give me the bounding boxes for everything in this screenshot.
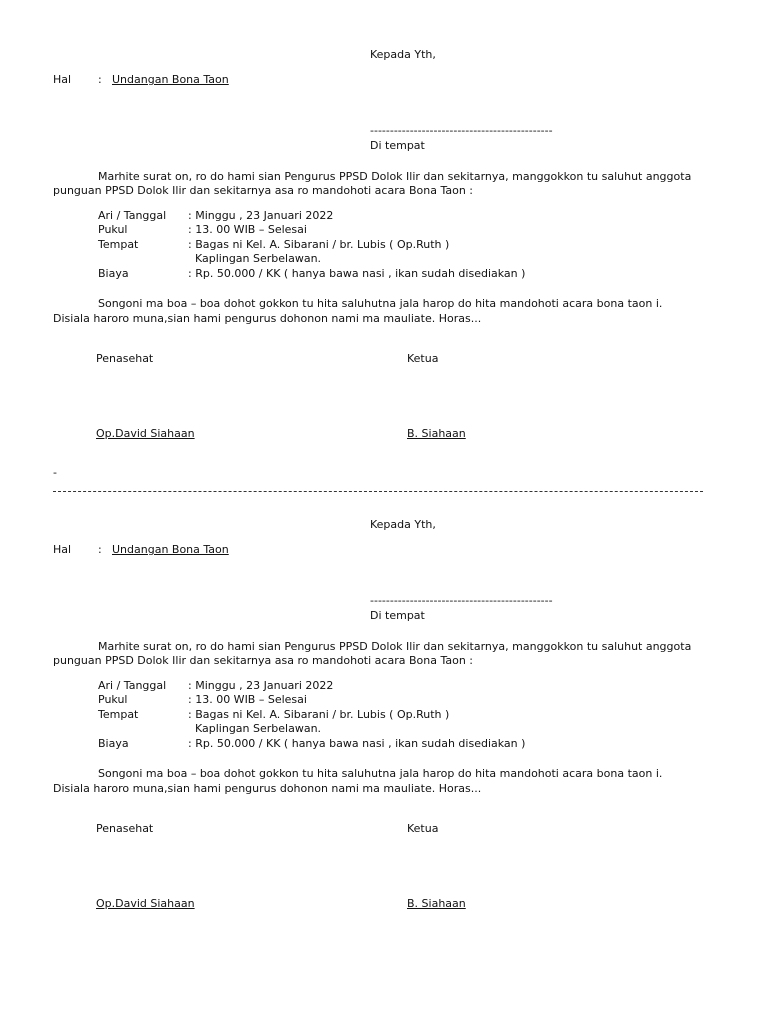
detail-value: Kaplingan Serbelawan. (195, 722, 322, 735)
detail-label: Biaya (98, 267, 129, 280)
closing-line-2: Disiala haroro muna,sian hami pengurus dohonon nami ma mauliate. Horas... (53, 312, 482, 325)
detail-value: : Minggu , 23 Januari 2022 (188, 209, 334, 222)
hal-colon: : (98, 543, 102, 556)
detail-value: : Rp. 50.000 / KK ( hanya bawa nasi , ikan sudah disediakan ) (188, 267, 526, 280)
detail-value: : Minggu , 23 Januari 2022 (188, 679, 334, 692)
address-dotted-line: ---------------------------------------------- (370, 124, 553, 137)
closing-line-2: Disiala haroro muna,sian hami pengurus dohonon nami ma mauliate. Horas... (53, 782, 482, 795)
place-label: Di tempat (370, 609, 425, 622)
detail-label: Pukul (98, 223, 128, 236)
address-dotted-line: ---------------------------------------------- (370, 594, 553, 607)
signatory-left-name: Op.David Siahaan (96, 897, 195, 910)
signatory-left-name: Op.David Siahaan (96, 427, 195, 440)
detail-value: : Bagas ni Kel. A. Sibarani / br. Lubis ( Op.Ruth ) (188, 238, 450, 251)
body-line-1: Marhite surat on, ro do hami sian Pengurus PPSD Dolok Ilir dan sekitarnya, manggokkon tu saluhut anggota (98, 640, 692, 653)
signatory-right-role: Ketua (407, 352, 439, 365)
detail-label: Tempat (98, 708, 139, 721)
recipient-heading: Kepada Yth, (370, 48, 436, 61)
detail-value: : 13. 00 WIB – Selesai (188, 223, 307, 236)
hal-label: Hal (53, 543, 72, 556)
stray-dash: - (53, 466, 57, 479)
detail-label: Biaya (98, 737, 129, 750)
hal-colon: : (98, 73, 102, 86)
detail-label: Ari / Tanggal (98, 209, 167, 222)
detail-value: : Bagas ni Kel. A. Sibarani / br. Lubis ( Op.Ruth ) (188, 708, 450, 721)
detail-value: : Rp. 50.000 / KK ( hanya bawa nasi , ikan sudah disediakan ) (188, 737, 526, 750)
detail-value: Kaplingan Serbelawan. (195, 252, 322, 265)
subject-line: Undangan Bona Taon (112, 73, 229, 86)
body-line-2: punguan PPSD Dolok Ilir dan sekitarnya asa ro mandohoti acara Bona Taon : (53, 184, 473, 197)
detail-value: : 13. 00 WIB – Selesai (188, 693, 307, 706)
recipient-heading: Kepada Yth, (370, 518, 436, 531)
letter-copy-top (0, 0, 768, 470)
hal-label: Hal (53, 73, 72, 86)
signatory-right-role: Ketua (407, 822, 439, 835)
letter-copy-bottom (0, 470, 768, 940)
signatory-left-role: Penasehat (96, 352, 154, 365)
body-line-2: punguan PPSD Dolok Ilir dan sekitarnya asa ro mandohoti acara Bona Taon : (53, 654, 473, 667)
detail-label: Ari / Tanggal (98, 679, 167, 692)
closing-line-1: Songoni ma boa – boa dohot gokkon tu hita saluhutna jala harop do hita mandohoti acara bona taon i. (98, 767, 663, 780)
detail-label: Tempat (98, 238, 139, 251)
detail-label: Pukul (98, 693, 128, 706)
signatory-left-role: Penasehat (96, 822, 154, 835)
body-line-1: Marhite surat on, ro do hami sian Pengurus PPSD Dolok Ilir dan sekitarnya, manggokkon tu saluhut anggota (98, 170, 692, 183)
place-label: Di tempat (370, 139, 425, 152)
signatory-right-name: B. Siahaan (407, 427, 466, 440)
subject-line: Undangan Bona Taon (112, 543, 229, 556)
signatory-right-name: B. Siahaan (407, 897, 466, 910)
closing-line-1: Songoni ma boa – boa dohot gokkon tu hita saluhutna jala harop do hita mandohoti acara bona taon i. (98, 297, 663, 310)
